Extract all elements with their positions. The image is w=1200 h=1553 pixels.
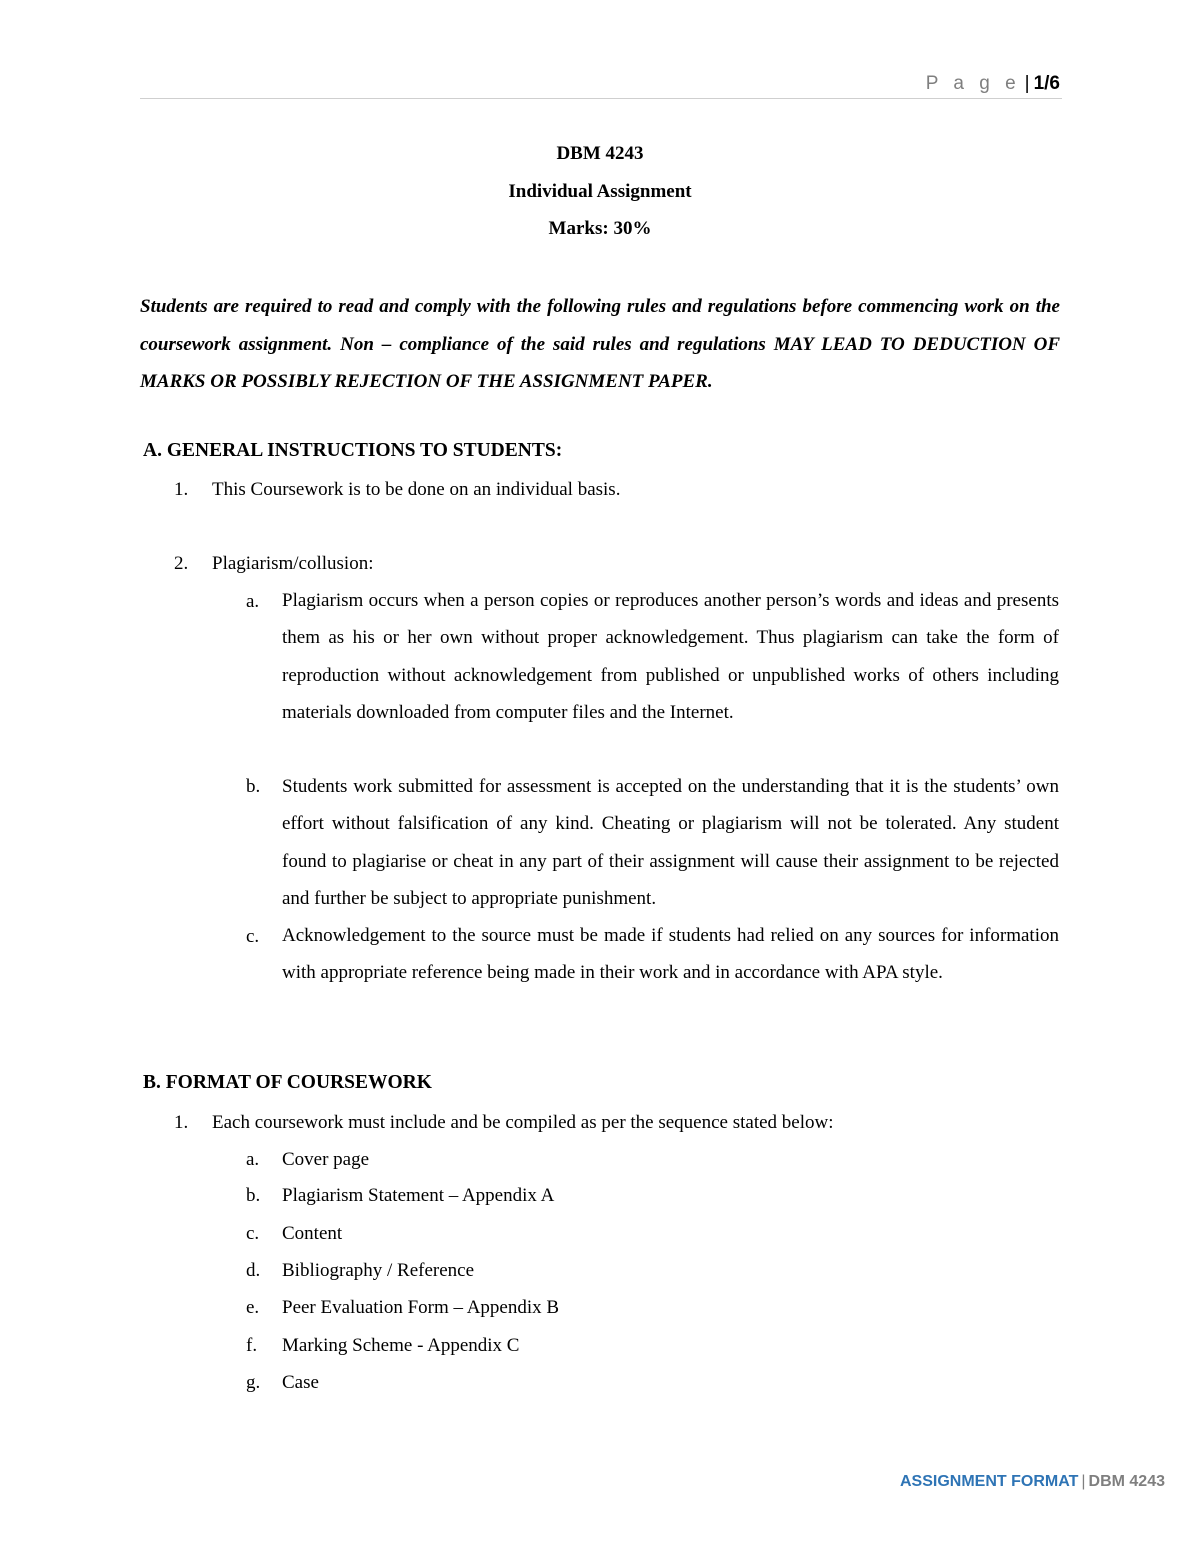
item-text: Plagiarism/collusion: [212, 553, 374, 574]
section-b-heading: B. FORMAT OF COURSEWORK [143, 1072, 432, 1093]
item-text: Each coursework must include and be compiled as per the sequence stated below: [212, 1112, 834, 1133]
rules-notice: Students are required to read and comply with the following rules and regulations before commencing work on the coursework assignment. Non – compliance of the said rules and regulations MAY LEAD TO DEDUCTION OF MARKS OR POSSIBLY REJECTION OF THE ASSIGNMENT PAPER. [140, 296, 1060, 392]
page-value: 1/6 [1033, 73, 1060, 94]
course-code-title: DBM 4243 [556, 143, 644, 164]
list-item-marking-scheme: Marking Scheme - Appendix C [282, 1335, 520, 1356]
marks-title: Marks: 30% [548, 218, 652, 239]
assignment-title: Individual Assignment [508, 181, 692, 202]
sub-item-letter: a. [246, 591, 260, 612]
item-number: 2. [174, 553, 189, 574]
header-divider [140, 98, 1062, 99]
plagiarism-definition: Plagiarism occurs when a person copies or reproduces another person’s words and ideas and presents them as his or her own without proper acknowledgement. Thus plagiarism can take the form of reproduction without acknowledgement from published or unpublished works of others including materials downloaded from computer files and the Internet. [282, 590, 1059, 724]
sub-item-letter: b. [246, 776, 261, 797]
item-number: 1. [174, 1112, 189, 1133]
list-letter: f. [246, 1335, 258, 1356]
list-letter: c. [246, 1223, 260, 1244]
list-item-plagiarism-statement: Plagiarism Statement – Appendix A [282, 1185, 555, 1206]
page-number [926, 73, 1060, 95]
list-item-content: Content [282, 1223, 343, 1244]
list-letter: e. [246, 1297, 260, 1318]
acknowledgement-requirement: Acknowledgement to the source must be made if students had relied on any sources for information with appropriate reference being made in their work and in accordance with APA style. [282, 925, 1059, 984]
own-work-requirement: Students work submitted for assessment is accepted on the understanding that it is the students’ own effort without falsification of any kind. Cheating or plagiarism will not be tolerated. Any student found to plagiarise or cheat in any part of their assignment will cause their assignment to be rejected and further be subject to appropriate punishment. [282, 776, 1059, 910]
footer-label: ASSIGNMENT FORMAT [900, 1473, 1079, 1490]
list-item-bibliography: Bibliography / Reference [282, 1260, 475, 1281]
sub-item-letter: c. [246, 926, 260, 947]
list-letter: a. [246, 1149, 260, 1170]
list-letter: g. [246, 1372, 261, 1393]
list-item-cover-page: Cover page [282, 1149, 370, 1170]
list-letter: b. [246, 1185, 261, 1206]
section-a-heading: A. GENERAL INSTRUCTIONS TO STUDENTS: [143, 440, 563, 461]
list-letter: d. [246, 1260, 261, 1281]
list-item-case: Case [282, 1372, 319, 1393]
page-word: P a g e [925, 73, 1021, 94]
footer-separator: | [1081, 1473, 1086, 1490]
list-item-peer-evaluation: Peer Evaluation Form – Appendix B [282, 1297, 560, 1318]
item-number: 1. [174, 479, 189, 500]
footer-course: DBM 4243 [1088, 1473, 1165, 1490]
item-text: This Coursework is to be done on an individual basis. [212, 479, 621, 500]
page-footer [900, 1473, 1165, 1491]
page-separator: | [1024, 73, 1030, 94]
